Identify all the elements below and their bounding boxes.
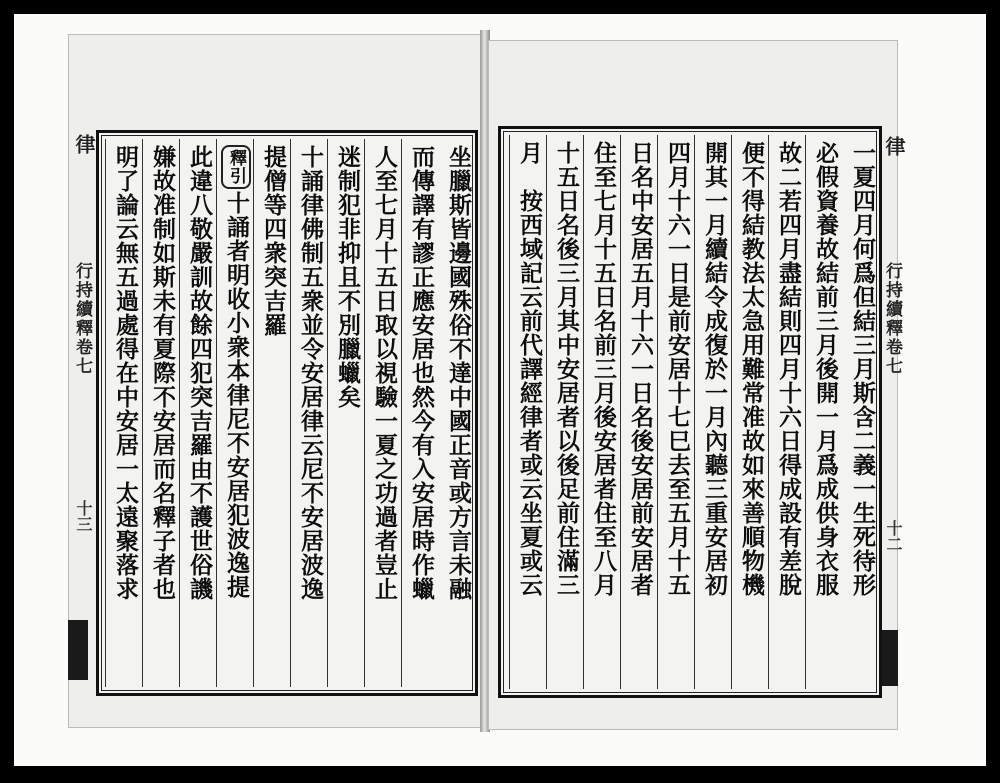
text-column: 迷制犯非抑且不別臘蠟矣 (327, 139, 364, 687)
text-column: 嫌故准制如斯未有夏際不安居而名釋子者也 (142, 139, 179, 687)
text-column: 四月十六一日是前安居十七巳去至五月十五 (657, 135, 694, 689)
text-column: 明了論云無五過處得在中安居一太遠聚落求 (105, 139, 142, 687)
text-column: 人至七月十五日取以視驗一夏之功過者豈止 (364, 139, 401, 687)
text-column: 月 按西域記云前代譯經律者或云坐夏或云 (509, 135, 546, 689)
text-column: 一夏四月何爲但結三月斯含二義一生死待形 (849, 141, 876, 597)
text-column: 故二若四月盡結則四月十六日得成設有差脫 (768, 135, 805, 689)
text-column: 必假資養故結前三月後開一月爲成供身衣服 (805, 135, 842, 689)
text-column: 提僧等四衆突吉羅 (253, 139, 290, 687)
text-column: 日名中安居五月十六一日名後安居前安居者 (620, 135, 657, 689)
text-column: 而傳譯有謬正應安居也然今有入安居時作蠟 (401, 139, 438, 687)
text-column: 十誦律佛制五衆並令安居律云尼不安居波逸 (290, 139, 327, 687)
text-column: 此違八敬嚴訓故餘四犯突吉羅由不護世俗譏 (179, 139, 216, 687)
right-folio: 十二 (884, 520, 903, 552)
text-column: 十五日名後三月其中安居者以後足前住滿三 (546, 135, 583, 689)
text-column: 便不得結教法太急用難常准故如來善順物機 (731, 135, 768, 689)
left-margin-title: 律 (72, 134, 96, 156)
text-column: 坐臘斯皆邊國殊俗不達中國正音或方言未融 (445, 145, 472, 601)
left-text-frame (96, 130, 478, 696)
left-margin-subtitle: 行持續釋卷七 (72, 262, 92, 376)
left-folio: 十三 (74, 500, 93, 532)
right-margin-subtitle: 行持續釋卷七 (882, 262, 902, 376)
text-column-body: 十誦者明收小衆本律尼不安居犯波逸提 (223, 191, 250, 599)
text-column: 住至七月十五日名前三月後安居者住至八月 (583, 135, 620, 689)
commentary-marker: 釋引 (221, 145, 251, 189)
left-edge-mark (68, 620, 88, 680)
right-margin-title: 律 (882, 136, 906, 158)
text-column (216, 139, 253, 687)
right-edge-mark (880, 630, 898, 686)
text-column: 開其一月續結令成復於一月內聽三重安居初 (694, 135, 731, 689)
right-text-frame (498, 126, 882, 698)
